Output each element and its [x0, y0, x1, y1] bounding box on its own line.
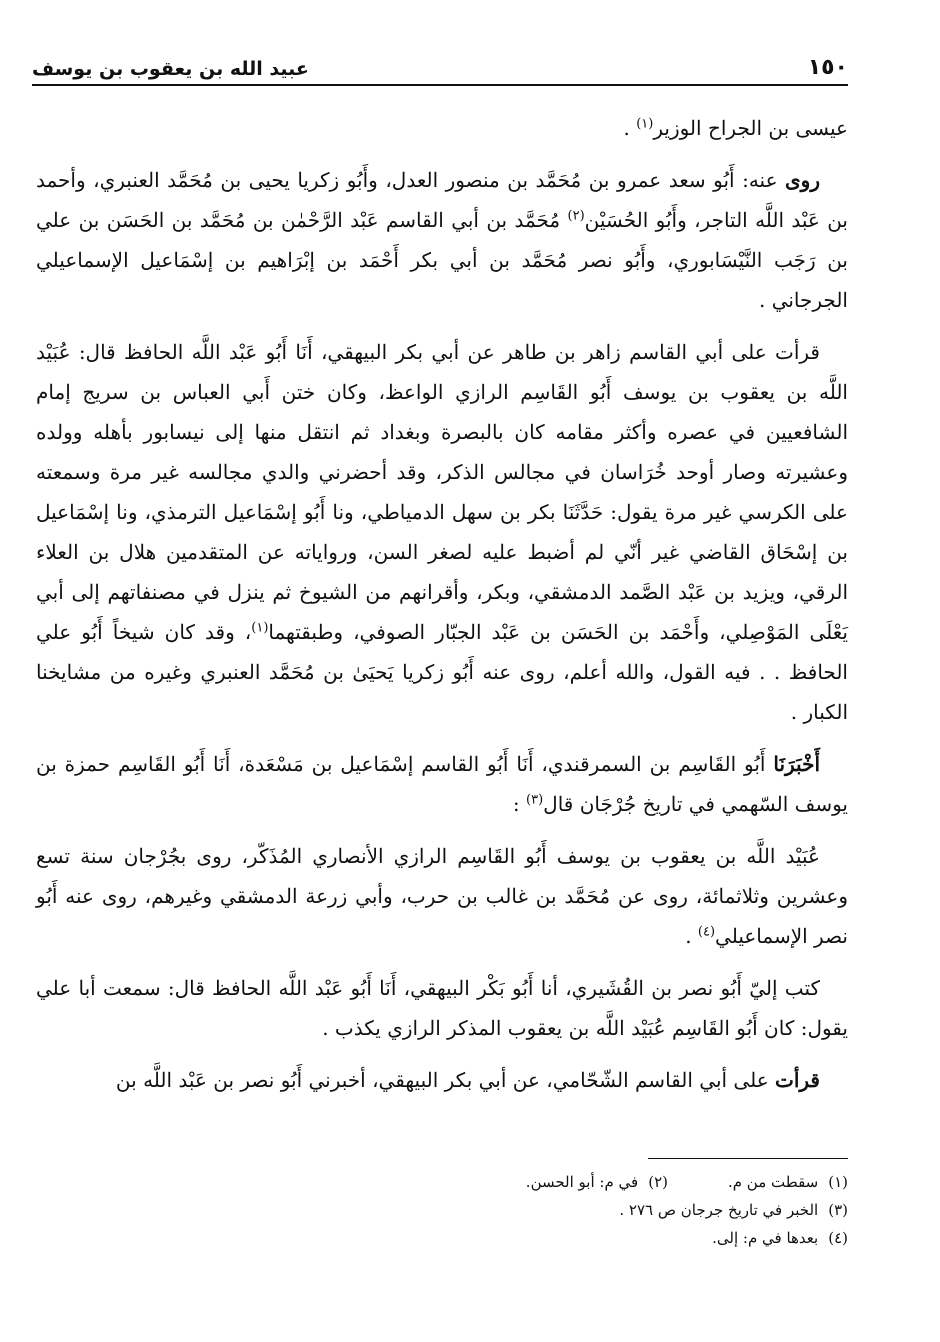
footnote-number: (٤)	[828, 1229, 848, 1247]
paragraph	[36, 108, 848, 148]
paragraph-tail: ، وقد كان شيخاً أَبُو علي الحافظ . . فيه القول، والله أعلم، روى عنه أَبُو زكريا يَحيَىٰ بن مُحَمَّد العنبري وغيره من مشايخنا الكبار .	[36, 620, 848, 724]
paragraph-tail: مُحَمَّد بن أبي القاسم عَبْد الرَّحْمٰن بن مُحَمَّد بن الحَسَن بن علي بن رَجَب النَّيْسَابوري، وأَبُو نصر مُحَمَّد بن أبي بكر أَحْمَد بن إبْرَاهيم بن إسْمَاعيل الإسماعيلي الجرجاني .	[36, 208, 848, 312]
footnote	[526, 1168, 668, 1196]
footnote-ref: (١)	[251, 620, 269, 636]
paragraph-text: أَبُو القَاسِم بن السمرقندي، أَنَا أَبُو القاسم إسْمَاعيل بن مَسْعَدة، أَنَا أَبُو القَاسِم حمزة بن يوسف السّهمي في تاريخ جُرْجَان قال	[36, 752, 848, 816]
footnote	[712, 1224, 848, 1252]
paragraph-text: عُبَيْد اللَّه بن يعقوب بن يوسف أَبُو القَاسِم الرازي الأنصاري المُذَكّر، روى بجُرْجان سنة تسع وعشرين وثلاثمائة، روى عن مُحَمَّد بن غالب بن حرب، وأبي زرعة الدمشقي وغيرهم، روى عنه أَبُو نصر الإسماعيلي	[36, 844, 848, 948]
paragraph-lead-word: قرأت	[775, 1068, 820, 1092]
paragraph	[36, 332, 848, 732]
paragraph	[36, 836, 848, 956]
paragraph	[36, 744, 848, 824]
page-number: ١٥٠	[807, 55, 848, 80]
footnote	[619, 1196, 848, 1224]
footnote-number: (٢)	[648, 1173, 668, 1191]
footnote-ref: (١)	[636, 116, 654, 132]
footnote-number: (٣)	[828, 1201, 848, 1219]
footnote-text: بعدها في م: إلى.	[712, 1229, 819, 1247]
paragraph	[36, 160, 848, 320]
paragraph	[36, 1060, 848, 1100]
footnote-ref: (٣)	[526, 792, 544, 808]
footnote-number: (١)	[828, 1173, 848, 1191]
paragraph-text: كتب إليّ أَبُو نصر بن القُشَيري، أنا أَبُو بَكْر البيهقي، أَنَا أَبُو عَبْد اللَّه الحافظ قال: سمعت أبا علي يقول: كان أَبُو القَاسِم عُبَيْد اللَّه بن يعقوب المذكر الرازي يكذب .	[36, 976, 848, 1040]
paragraph-lead-word: أَخْبَرَنَا	[773, 752, 820, 776]
footnote-ref: (٢)	[567, 208, 585, 224]
paragraph-text: قرأت على أبي القاسم زاهر بن طاهر عن أبي بكر البيهقي، أَنَا أَبُو عَبْد اللَّه الحافظ قال: عُبَيْد اللَّه بن يعقوب بن يوسف أَبُو القَاسِم الرازي الواعظ، وكان ختن أَبي العباس بن سريج إمام الشافعيين في عصره وأكثر مقامه كان بالبصرة وبغداد ثم انتقل منها إلى نيسابور بأهله وولده وعشيرته وصار أوحد خُرَاسان في مجالس الذكر، وقد أحضرني والدي مجالسه غير مرة وسمعته على الكرسي غير مرة يقول: حَدَّثَنَا بكر بن سهل الدمياطي، ونا أَبُو إسْمَاعيل الترمذي، ونا إسْمَاعيل بن إسْحَاق القاضي غير أنّي لم أضبط عليه لصغر السن، ورواياته عن المتقدمين هلال بن العلاء الرقي، ويزيد بن عَبْد الصَّمد الدمشقي، وبكر، وأقرانهم من الشيوخ ثم ينزل في مصنفاتهم إلى أبي يَعْلَى المَوْصِلي، وأَحْمَد بن الحَسَن بن عَبْد الجبّار الصوفي، وطبقتهما	[36, 340, 848, 644]
footnote-divider	[648, 1158, 848, 1159]
page-header	[32, 44, 848, 86]
footnote	[728, 1168, 848, 1196]
running-title: عبيد الله بن يعقوب بن يوسف	[32, 58, 309, 80]
paragraph-text: عنه: أَبُو سعد عمرو بن مُحَمَّد بن منصور العدل، وأَبُو زكريا يحيى بن مُحَمَّد العنبري، وأحمد بن عَبْد اللَّه التاجر، وأَبُو الحُسَيْن	[36, 168, 849, 232]
footnote-ref: (٤)	[697, 924, 716, 940]
main-text	[36, 108, 848, 1112]
footnote-text: سقطت من م.	[727, 1173, 819, 1191]
paragraph	[36, 968, 848, 1048]
footnote-text: الخبر في تاريخ جرجان ص ٢٧٦ .	[619, 1201, 819, 1219]
footnote-row	[36, 1196, 848, 1224]
footnote-row	[36, 1224, 848, 1252]
footnote-row	[36, 1168, 848, 1196]
footnotes	[36, 1168, 848, 1252]
paragraph-text: على أبي القاسم الشّحّامي، عن أبي بكر البيهقي، أخبرني أَبُو نصر بن عَبْد اللَّه بن	[115, 1068, 776, 1092]
paragraph-text: عيسى بن الجراح الوزير	[653, 116, 848, 140]
paragraph-tail: :	[512, 792, 527, 816]
paragraph-tail: .	[623, 116, 637, 140]
paragraph-tail: .	[685, 924, 698, 948]
footnote-text: في م: أبو الحسن.	[525, 1173, 639, 1191]
paragraph-lead-word: روى	[785, 168, 820, 192]
